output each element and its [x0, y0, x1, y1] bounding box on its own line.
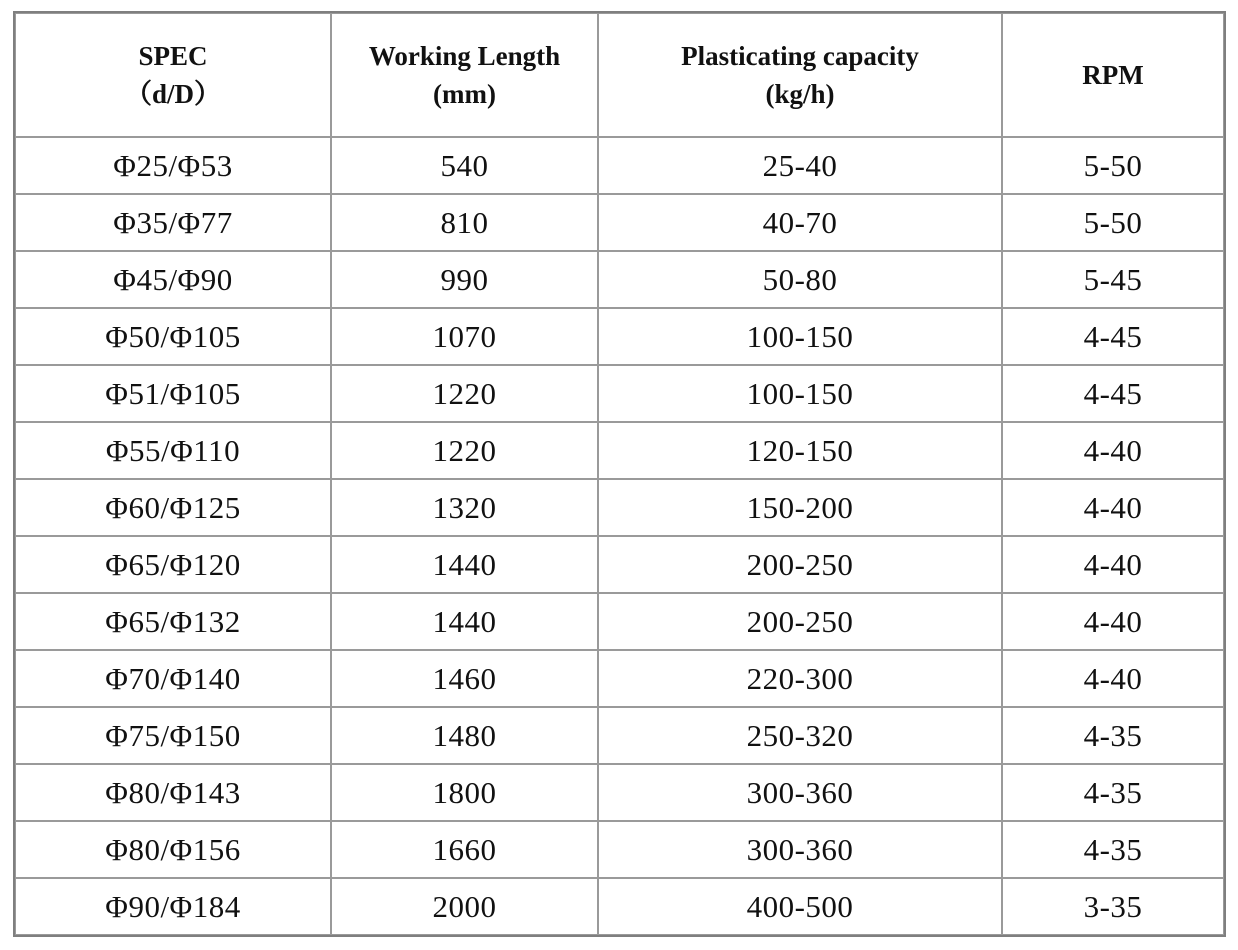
header-working-length-line-1: Working Length: [368, 41, 561, 71]
cell-spec: Φ90/Φ184: [15, 878, 331, 935]
cell-working-length: 1070: [331, 308, 598, 365]
cell-rpm: 4-45: [1002, 308, 1224, 365]
table-row: [15, 194, 1224, 251]
cell-spec: Φ55/Φ110: [15, 422, 331, 479]
table-row: [15, 821, 1224, 878]
cell-working-length: 1440: [331, 536, 598, 593]
spec-table-container: [13, 11, 1226, 937]
cell-working-length: 540: [331, 137, 598, 194]
cell-plasticating-capacity: 40-70: [598, 194, 1002, 251]
header-row: [15, 13, 1224, 137]
cell-rpm: 4-35: [1002, 707, 1224, 764]
cell-spec: Φ35/Φ77: [15, 194, 331, 251]
table-row: [15, 593, 1224, 650]
table-row: [15, 650, 1224, 707]
table-body: [15, 137, 1224, 935]
cell-spec: Φ75/Φ150: [15, 707, 331, 764]
cell-spec: Φ51/Φ105: [15, 365, 331, 422]
cell-spec: Φ65/Φ132: [15, 593, 331, 650]
cell-working-length: 1800: [331, 764, 598, 821]
cell-spec: Φ50/Φ105: [15, 308, 331, 365]
cell-plasticating-capacity: 100-150: [598, 308, 1002, 365]
header-working-length: [331, 13, 598, 137]
spec-table: [13, 11, 1226, 937]
cell-working-length: 1660: [331, 821, 598, 878]
cell-working-length: 1460: [331, 650, 598, 707]
cell-plasticating-capacity: 25-40: [598, 137, 1002, 194]
cell-plasticating-capacity: 300-360: [598, 764, 1002, 821]
cell-working-length: 1320: [331, 479, 598, 536]
cell-plasticating-capacity: 200-250: [598, 593, 1002, 650]
cell-rpm: 4-35: [1002, 764, 1224, 821]
cell-plasticating-capacity: 100-150: [598, 365, 1002, 422]
cell-spec: Φ80/Φ156: [15, 821, 331, 878]
cell-working-length: 1440: [331, 593, 598, 650]
cell-spec: Φ65/Φ120: [15, 536, 331, 593]
cell-plasticating-capacity: 120-150: [598, 422, 1002, 479]
cell-spec: Φ60/Φ125: [15, 479, 331, 536]
cell-spec: Φ25/Φ53: [15, 137, 331, 194]
cell-plasticating-capacity: 50-80: [598, 251, 1002, 308]
table-row: [15, 308, 1224, 365]
cell-rpm: 4-35: [1002, 821, 1224, 878]
table-row: [15, 479, 1224, 536]
header-spec-line-2: （d/D）: [124, 79, 222, 109]
cell-working-length: 2000: [331, 878, 598, 935]
cell-rpm: 5-50: [1002, 137, 1224, 194]
cell-rpm: 4-45: [1002, 365, 1224, 422]
header-capacity-line-1: Plasticating capacity: [681, 41, 919, 71]
cell-working-length: 990: [331, 251, 598, 308]
cell-plasticating-capacity: 300-360: [598, 821, 1002, 878]
table-row: [15, 365, 1224, 422]
header-rpm: [1002, 13, 1224, 137]
table-row: [15, 707, 1224, 764]
cell-rpm: 5-45: [1002, 251, 1224, 308]
cell-rpm: 4-40: [1002, 593, 1224, 650]
cell-working-length: 1220: [331, 365, 598, 422]
header-working-length-line-2: (mm): [433, 79, 496, 109]
cell-rpm: 4-40: [1002, 422, 1224, 479]
cell-working-length: 810: [331, 194, 598, 251]
table-row: [15, 422, 1224, 479]
cell-working-length: 1480: [331, 707, 598, 764]
cell-spec: Φ80/Φ143: [15, 764, 331, 821]
cell-plasticating-capacity: 150-200: [598, 479, 1002, 536]
header-rpm-line-1: RPM: [1082, 60, 1144, 90]
cell-rpm: 4-40: [1002, 536, 1224, 593]
cell-rpm: 4-40: [1002, 650, 1224, 707]
cell-plasticating-capacity: 250-320: [598, 707, 1002, 764]
table-row: [15, 536, 1224, 593]
cell-plasticating-capacity: 400-500: [598, 878, 1002, 935]
header-capacity-line-2: (kg/h): [765, 79, 835, 109]
table-row: [15, 878, 1224, 935]
cell-working-length: 1220: [331, 422, 598, 479]
cell-spec: Φ70/Φ140: [15, 650, 331, 707]
cell-rpm: 5-50: [1002, 194, 1224, 251]
cell-rpm: 3-35: [1002, 878, 1224, 935]
table-row: [15, 764, 1224, 821]
header-spec-line-1: SPEC: [138, 41, 208, 71]
table-row: [15, 251, 1224, 308]
header-plasticating-capacity: [598, 13, 1002, 137]
cell-spec: Φ45/Φ90: [15, 251, 331, 308]
table-row: [15, 137, 1224, 194]
header-spec: [15, 13, 331, 137]
cell-rpm: 4-40: [1002, 479, 1224, 536]
cell-plasticating-capacity: 200-250: [598, 536, 1002, 593]
cell-plasticating-capacity: 220-300: [598, 650, 1002, 707]
